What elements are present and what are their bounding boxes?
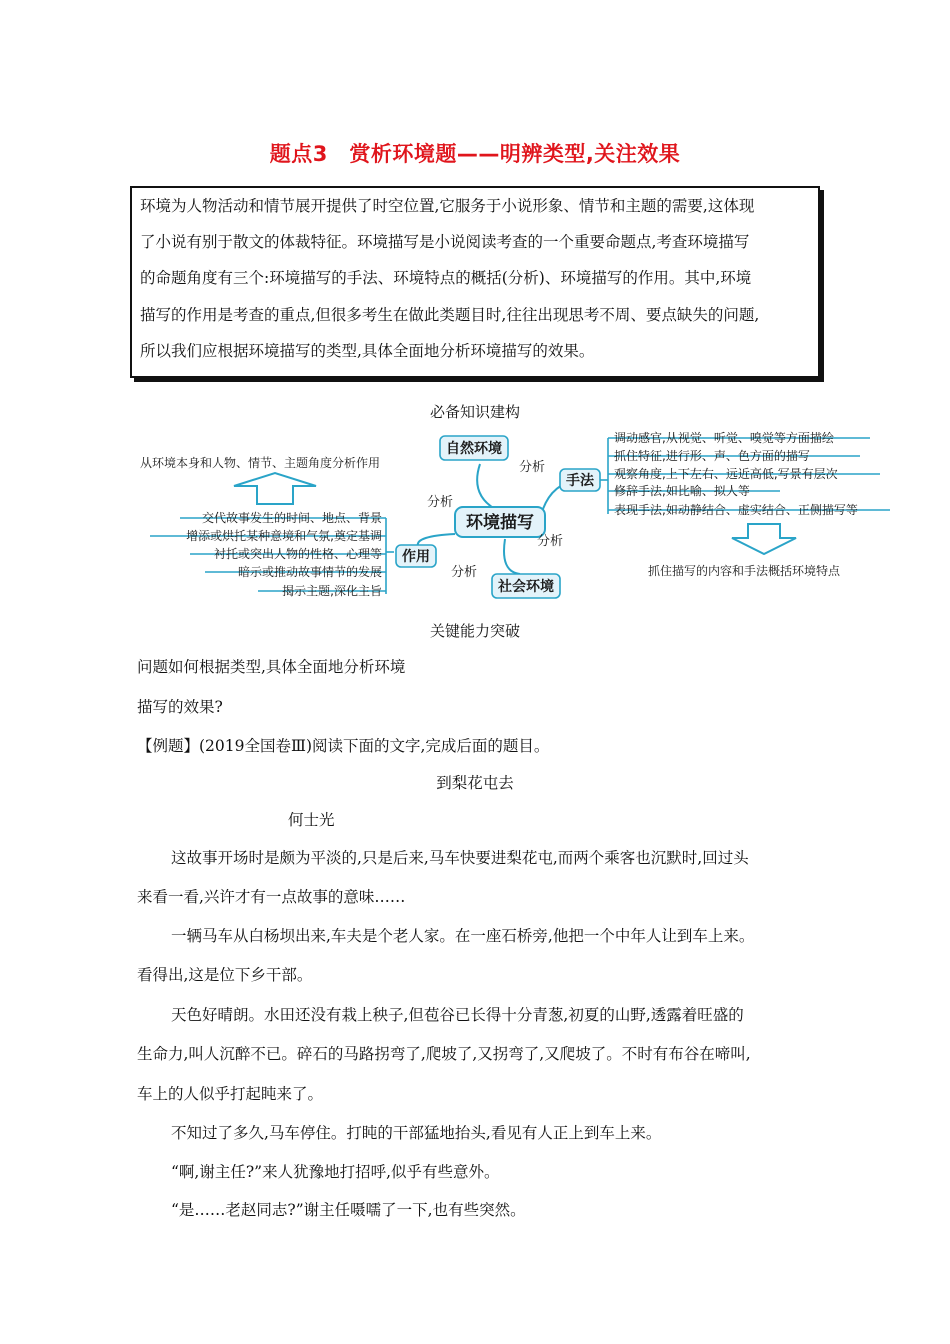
story-paragraph-line: 生命力,叫人沉醉不已。碎石的马路拐弯了,爬坡了,又拐弯了,又爬坡了。不时有布谷在啼叫, xyxy=(137,1045,751,1063)
analyze-label-nature: 分析 xyxy=(426,495,454,510)
effect-item: 揭示主题,深化主旨 xyxy=(282,584,382,598)
technique-item: 观察角度,上下左右、远近高低,写景有层次 xyxy=(614,467,838,481)
connector-nature xyxy=(477,464,495,509)
effect-item: 衬托或突出人物的性格、心理等 xyxy=(213,547,382,561)
story-paragraph-line: 这故事开场时是颇为平淡的,只是后来,马车快要进梨花屯,而两个乘客也沉默时,回过头 xyxy=(171,849,749,867)
intro-line: 的命题角度有三个:环境描写的手法、环境特点的概括(分析)、环境描写的作用。其中,环境 xyxy=(140,269,752,287)
analyze-label-society: 分析 xyxy=(536,534,564,549)
section-heading-ability: 关键能力突破 xyxy=(429,622,520,640)
effect-item: 增添或烘托某种意境和气氛,奠定基调 xyxy=(186,529,382,543)
technique-node-label: 手法 xyxy=(566,473,594,489)
center-node-label: 环境描写 xyxy=(466,513,534,533)
left-note: 从环境本身和人物、情节、主题角度分析作用 xyxy=(140,456,381,470)
analyze-label-effect: 分析 xyxy=(450,565,478,580)
story-title: 到梨花屯去 xyxy=(436,774,514,792)
down-arrow-icon xyxy=(732,524,796,554)
story-paragraph-line: 天色好晴朗。水田还没有栽上秧子,但苞谷已长得十分青葱,初夏的山野,透露着旺盛的 xyxy=(171,1006,744,1024)
effect-node-label: 作用 xyxy=(402,549,430,565)
question-line: 描写的效果? xyxy=(137,698,223,716)
up-arrow-icon xyxy=(234,473,316,504)
story-author: 何士光 xyxy=(288,811,335,829)
story-paragraph-line: “是……老赵同志?”谢主任嗫嚅了一下,也有些突然。 xyxy=(171,1201,526,1219)
intro-line: 描写的作用是考查的重点,但很多考生在做此类题目时,往往出现思考不周、要点缺失的问题, xyxy=(140,306,760,324)
technique-item: 表现手法,如动静结合、虚实结合、正侧描写等 xyxy=(614,503,858,517)
question-line: 问题如何根据类型,具体全面地分析环境 xyxy=(137,658,406,676)
effect-item: 暗示或推动故事情节的发展 xyxy=(237,565,382,579)
example-line: 【例题】(2019全国卷Ⅲ)阅读下面的文字,完成后面的题目。 xyxy=(137,737,550,755)
technique-item: 修辞手法,如比喻、拟人等 xyxy=(614,484,750,498)
story-paragraph-line: 看得出,这是位下乡干部。 xyxy=(137,966,313,984)
connector-society xyxy=(504,539,520,574)
mindmap-diagram xyxy=(0,424,950,624)
story-paragraph-line: 一辆马车从白杨坝出来,车夫是个老人家。在一座石桥旁,他把一个中年人让到车上来。 xyxy=(171,927,755,945)
analyze-label-technique: 分析 xyxy=(518,460,546,475)
intro-line: 了小说有别于散文的体裁特征。环境描写是小说阅读考查的一个重要命题点,考查环境描写 xyxy=(140,233,750,251)
intro-line: 环境为人物活动和情节展开提供了时空位置,它服务于小说形象、情节和主题的需要,这体现 xyxy=(140,197,755,215)
story-paragraph-line: 不知过了多久,马车停住。打盹的干部猛地抬头,看见有人正上到车上来。 xyxy=(171,1124,662,1142)
section-heading-knowledge: 必备知识建构 xyxy=(429,403,520,421)
technique-item: 调动感官,从视觉、听觉、嗅觉等方面描绘 xyxy=(614,431,834,445)
right-note: 抓住描写的内容和手法概括环境特点 xyxy=(648,564,841,578)
story-paragraph-line: 来看一看,兴许才有一点故事的意味…… xyxy=(137,888,406,906)
nature-node-label: 自然环境 xyxy=(446,441,502,457)
page-title: 题点3 赏析环境题——明辨类型,关注效果 xyxy=(269,142,681,166)
story-paragraph-line: “啊,谢主任?”来人犹豫地打招呼,似乎有些意外。 xyxy=(171,1163,500,1181)
effect-item: 交代故事发生的时间、地点、背景 xyxy=(201,511,382,525)
story-paragraph-line: 车上的人似乎打起盹来了。 xyxy=(137,1085,324,1103)
intro-box xyxy=(130,186,820,378)
society-node-label: 社会环境 xyxy=(498,579,554,595)
technique-item: 抓住特征,进行形、声、色方面的描写 xyxy=(614,449,810,463)
intro-line: 所以我们应根据环境描写的类型,具体全面地分析环境描写的效果。 xyxy=(140,342,595,360)
